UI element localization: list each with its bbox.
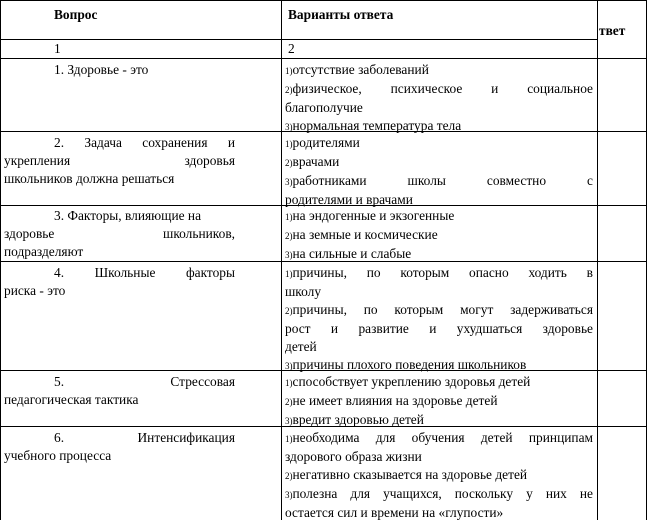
option-text: физическое, психическое и социальное: [292, 81, 593, 96]
options-2: [285, 134, 593, 209]
option-text: родителями и врачами: [285, 192, 413, 207]
question-1: [4, 61, 235, 79]
question-line: 1. Здоровье - это: [54, 62, 149, 77]
question-line: 2. Задача сохранения и: [54, 135, 235, 150]
table-border-top: [0, 0, 647, 1]
option-line: [285, 283, 593, 301]
option-line: [285, 226, 593, 245]
header-answer: твет: [599, 23, 626, 38]
option-text: необходима для обучения детей принципам: [292, 430, 593, 445]
option-line: [285, 485, 593, 504]
option-text: причины плохого поведения школьников: [292, 357, 527, 372]
option-line: [285, 320, 593, 338]
option-number: 1): [285, 139, 293, 149]
option-text: способствует укреплению здоровья детей: [292, 374, 531, 389]
option-text: благополучие: [285, 100, 363, 115]
option-line: [285, 207, 593, 226]
option-number: 3): [285, 122, 293, 132]
option-text: на земные и космические: [292, 227, 438, 242]
header-options: Варианты ответа: [288, 7, 394, 22]
option-number: 2): [285, 471, 293, 481]
option-line: [285, 134, 593, 153]
option-line: [285, 61, 593, 80]
row-divider: [0, 58, 647, 59]
table-border-left: [0, 0, 1, 520]
options-1: [285, 61, 593, 136]
option-text: остается сил и времени на «глупости»: [285, 505, 504, 520]
option-text: на эндогенные и экзогенные: [292, 208, 455, 223]
question-3: [4, 207, 235, 261]
option-number: 2): [285, 158, 293, 168]
option-text: полезна для учащихся, поскольку у них не: [292, 486, 593, 501]
question-line: 5. Стрессовая: [54, 374, 235, 389]
option-text: вредит здоровью детей: [292, 412, 424, 427]
option-line: [285, 80, 593, 99]
option-number: 1): [285, 212, 293, 222]
option-text: не имеет влияния на здоровье детей: [292, 393, 498, 408]
option-text: родителями: [292, 135, 360, 150]
option-number: 1): [285, 434, 293, 444]
option-number: 3): [285, 177, 293, 187]
option-text: причины, по которым могут задерживаться: [292, 302, 593, 317]
option-text: причины, по которым опасно ходить в: [292, 265, 593, 280]
question-4: [4, 264, 235, 300]
option-text: негативно сказывается на здоровье детей: [292, 467, 528, 482]
question-line: 3. Факторы, влияющие на: [54, 208, 202, 223]
question-line: укрепления здоровья: [4, 153, 235, 168]
option-number: 1): [285, 269, 293, 279]
options-6: [285, 429, 593, 522]
question-line: 6. Интенсификация: [54, 430, 235, 445]
option-number: 1): [285, 66, 293, 76]
option-number: 2): [285, 397, 293, 407]
option-line: [285, 245, 593, 264]
option-text: врачами: [292, 154, 340, 169]
option-number: 2): [285, 231, 293, 241]
option-text: нормальная температура тела: [292, 118, 462, 133]
question-line: здоровье школьников,: [4, 226, 235, 241]
option-text: на сильные и слабые: [292, 246, 412, 261]
option-text: детей: [285, 339, 317, 354]
option-line: [285, 301, 593, 320]
option-line: [285, 392, 593, 411]
column-divider: [597, 0, 598, 520]
option-text: здорового образа жизни: [285, 449, 422, 464]
option-text: работниками школы совместно с: [292, 173, 593, 188]
options-5: [285, 373, 593, 430]
option-line: [285, 264, 593, 283]
column-number-2: 2: [288, 41, 295, 56]
option-text: рост и развитие и ухудшаться здоровье: [285, 321, 593, 336]
option-line: [285, 466, 593, 485]
option-line: [285, 338, 593, 356]
question-line: риска - это: [4, 283, 66, 298]
column-number-1: 1: [54, 41, 61, 56]
option-number: 3): [285, 361, 293, 371]
option-number: 2): [285, 85, 293, 95]
option-line: [285, 429, 593, 448]
option-number: 3): [285, 250, 293, 260]
option-line: [285, 504, 593, 522]
header-question: Вопрос: [54, 7, 98, 22]
option-text: отсутствие заболеваний: [292, 62, 429, 77]
question-line: педагогическая тактика: [4, 392, 139, 407]
option-number: 3): [285, 490, 293, 500]
question-2: [4, 134, 235, 188]
option-number: 3): [285, 416, 293, 426]
option-text: школу: [285, 284, 322, 299]
option-line: [285, 448, 593, 466]
question-line: 4. Школьные факторы: [54, 265, 235, 280]
option-line: [285, 153, 593, 172]
question-6: [4, 429, 235, 465]
option-number: 2): [285, 306, 293, 316]
option-line: [285, 373, 593, 392]
question-line: школьников должна решаться: [4, 171, 175, 186]
row-divider: [0, 39, 597, 40]
options-3: [285, 207, 593, 264]
question-line: учебного процесса: [4, 448, 112, 463]
options-4: [285, 264, 593, 375]
option-number: 1): [285, 378, 293, 388]
option-line: [285, 99, 593, 117]
question-line: подразделяют: [4, 244, 84, 259]
option-line: [285, 172, 593, 191]
column-divider: [281, 0, 282, 520]
question-5: [4, 373, 235, 409]
option-line: [285, 411, 593, 430]
